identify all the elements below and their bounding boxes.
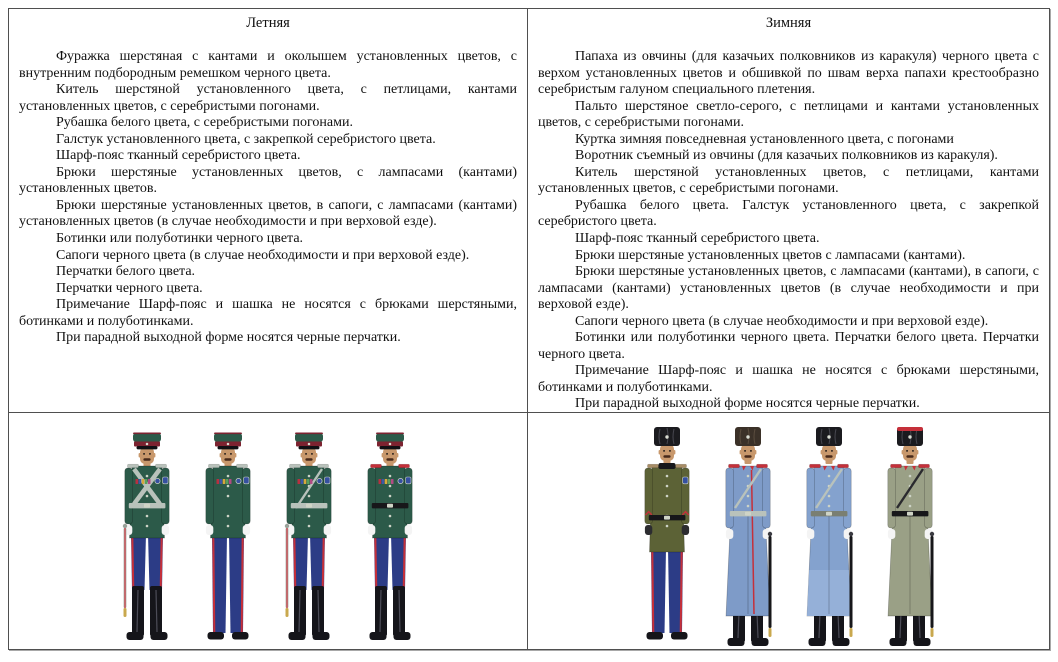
paragraph: Воротник съемный из овчины (для казачьих полковников из каракуля). — [575, 148, 998, 164]
uniform-figure-overcoat-field — [870, 413, 950, 648]
paragraph: Примечание Шарф-пояс и шашка не носятся с брюками шерстяными, ботинками и полуботинками. — [538, 363, 1039, 395]
uniform-description-table — [8, 8, 1050, 650]
uniform-figure-svg — [269, 413, 349, 648]
paragraph: Брюки шерстяные установленных цветов, с лампасами (кантами), в сапоги, с лампасами (кантами) установленных цветов (в случае необходимости и при верховой езде). — [538, 264, 1039, 313]
winter-text-cell — [528, 9, 1049, 413]
paragraph: Брюки шерстяные установленных цветов, в сапоги, с лампасами (кантами) установленных цветов (в случае необходимости и при верховой езде). — [19, 197, 517, 230]
summer-column-header: Летняя — [246, 15, 290, 31]
paragraph: Сапоги черного цвета (в случае необходимости и при верховой езде). — [575, 313, 989, 329]
paragraph: Пальто шерстяное светло-серого, с петлицами и кантами установленных цветов, с серебристыми погонами. — [538, 98, 1039, 131]
paragraph: Папаха из овчины (для казачьих полковников из каракуля) черного цвета с верхом установленных цветов и обшивкой по швам верха папахи крестообразно серебристым галуном специального плетения. — [538, 49, 1039, 98]
paragraph: Куртка зимняя повседневная установленного цвета, с погонами — [575, 131, 954, 147]
uniform-figure-svg — [708, 413, 788, 648]
paragraph: Примечание Шарф-пояс и шашка не носятся с брюками шерстяными, ботинками и полуботинками. — [19, 297, 517, 329]
paragraph: Галстук установленного цвета, с закрепкой серебристого цвета. — [56, 131, 436, 147]
uniform-figure-parade-with-sash — [107, 413, 187, 648]
summer-text-cell — [9, 9, 528, 413]
paragraph: Китель шерстяной установленных цветов, с петлицами, кантами установленных цветов, с серебристыми погонами. — [538, 164, 1039, 197]
paragraph: Ботинки или полуботинки черного цвета. Перчатки белого цвета. Перчатки черного цвета. — [538, 330, 1039, 362]
paragraph: Перчатки черного цвета. — [56, 280, 203, 296]
uniform-figure-parade-long-trousers — [188, 413, 268, 648]
uniform-figure-overcoat-parade — [708, 413, 788, 648]
paragraph: Рубашка белого цвета, с серебристыми погонами. — [56, 115, 353, 131]
paragraph: Фуражка шерстяная с кантами и околышем установленных цветов, с внутренним подбородным ремешком черного цвета. — [19, 49, 517, 81]
paragraph: Брюки шерстяные установленных цветов с лампасами (кантами). — [575, 247, 966, 263]
uniform-figure-winter-jacket — [627, 413, 707, 648]
paragraph: Китель шерстяной установленного цвета, с петлицами, кантами установленных цветов, с серебристыми погонами. — [19, 82, 517, 114]
uniform-figure-overcoat-everyday — [789, 413, 869, 648]
uniform-figure-svg — [107, 413, 187, 648]
paragraph: При парадной выходной форме носятся черные перчатки. — [575, 396, 920, 412]
uniform-figure-everyday-red-boards — [350, 413, 430, 648]
uniform-figure-svg — [350, 413, 430, 648]
summer-uniform-illustration — [9, 413, 528, 649]
uniform-figure-svg — [188, 413, 268, 648]
uniform-figure-everyday-with-belt — [269, 413, 349, 648]
paragraph: Ботинки или полуботинки черного цвета. — [56, 231, 304, 247]
paragraph: Перчатки белого цвета. — [56, 264, 196, 280]
paragraph: Шарф-пояс тканный серебристого цвета. — [56, 148, 301, 164]
winter-paragraphs — [538, 49, 1039, 413]
paragraph: Шарф-пояс тканный серебристого цвета. — [575, 231, 820, 247]
summer-paragraphs — [19, 49, 517, 347]
uniform-figure-svg — [870, 413, 950, 648]
winter-uniform-illustration — [528, 413, 1049, 649]
paragraph: При парадной выходной форме носятся черные перчатки. — [56, 330, 401, 346]
uniform-figure-svg — [789, 413, 869, 648]
uniform-figure-svg — [627, 413, 707, 648]
paragraph: Рубашка белого цвета. Галстук установленного цвета, с закрепкой серебристого цвета. — [538, 197, 1039, 230]
winter-column-header: Зимняя — [765, 15, 812, 31]
paragraph: Брюки шерстяные установленных цветов, с лампасами (кантами) установленных цветов. — [19, 164, 517, 197]
paragraph: Сапоги черного цвета (в случае необходимости и при верховой езде). — [56, 247, 470, 263]
